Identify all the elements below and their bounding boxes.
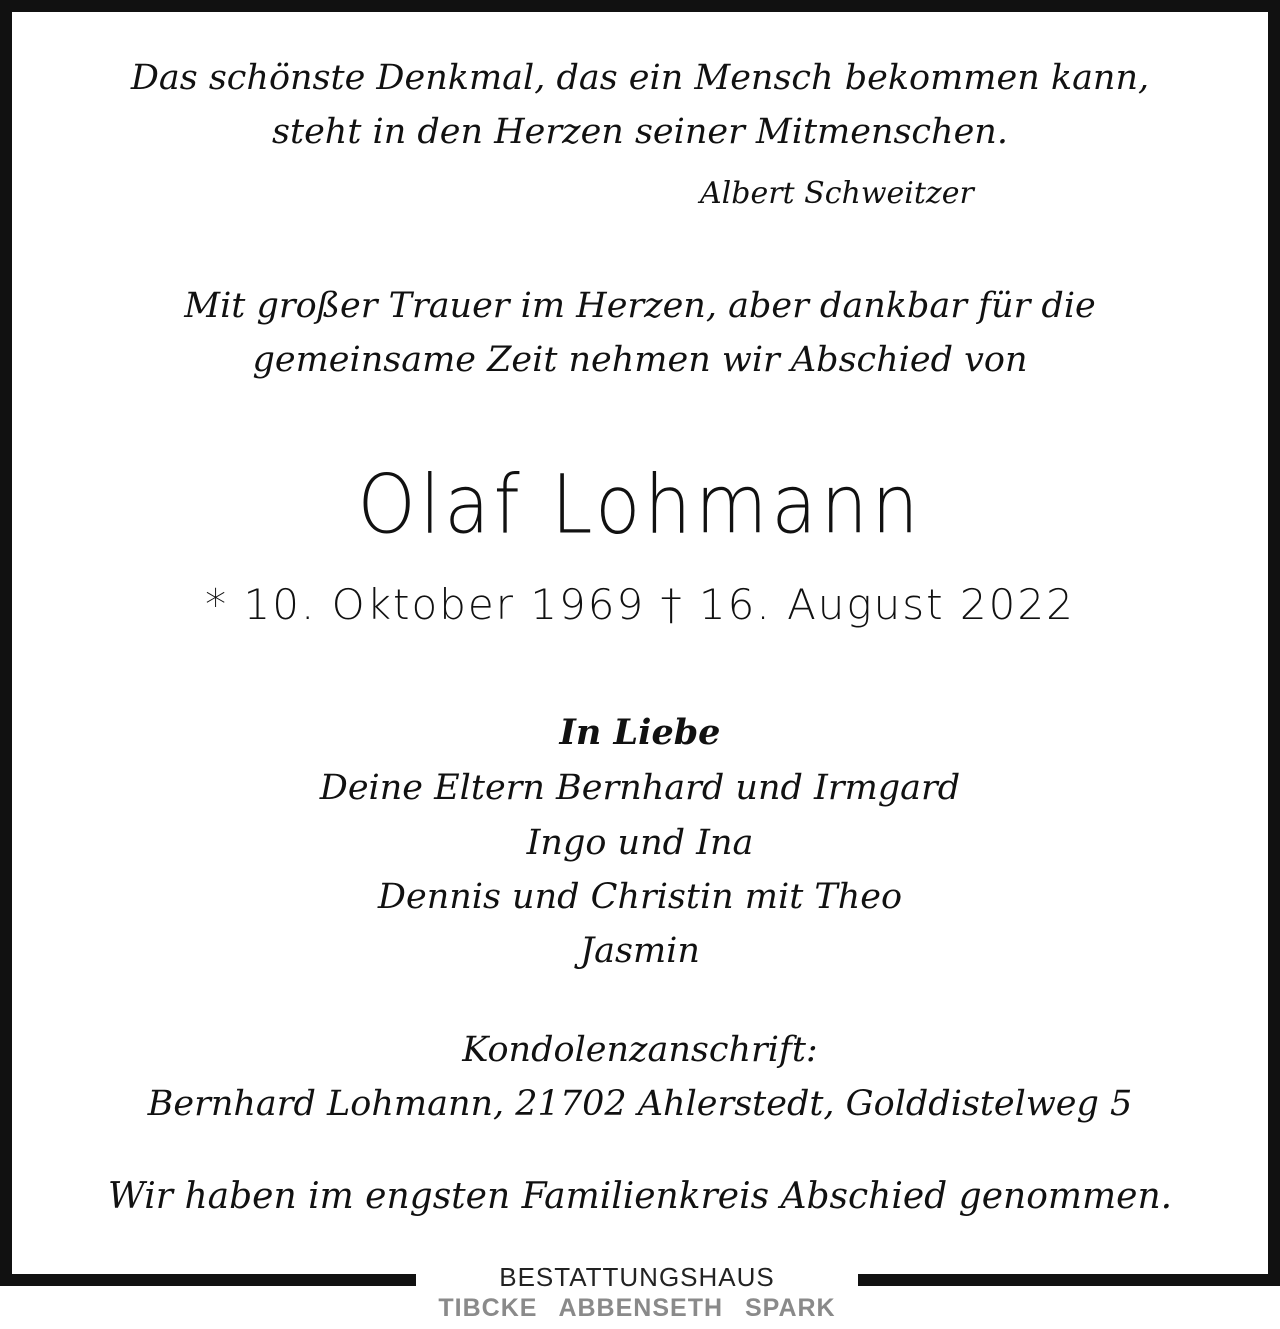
intro-line-2: gemeinsame Zeit nehmen wir Abschied von <box>252 340 1028 380</box>
funeral-home-logo <box>416 1256 858 1329</box>
intro-line-1: Mit großer Trauer im Herzen, aber dankbar für die <box>184 286 1096 326</box>
closing-note: Wir haben im engsten Familienkreis Abschied genommen. <box>107 1176 1173 1217</box>
funeral-home-locations: TIBCKE ABBENSETH SPARK <box>438 1294 836 1322</box>
border-bottom-right <box>858 1274 1280 1286</box>
condolence-label: Kondolenzanschrift: <box>462 1030 818 1070</box>
quote-line-2: steht in den Herzen seiner Mitmenschen. <box>272 112 1008 152</box>
quote-author: Albert Schweitzer <box>700 176 974 211</box>
quote-line-1: Das schönste Denkmal, das ein Mensch bekommen kann, <box>130 58 1150 98</box>
funeral-home-name: BESTATTUNGSHAUS <box>499 1262 775 1292</box>
border-bottom-left <box>0 1274 416 1286</box>
condolence-address: Bernhard Lohmann, 21702 Ahlerstedt, Golddistelweg 5 <box>147 1084 1133 1124</box>
mourner-line: Deine Eltern Bernhard und Irmgard <box>319 768 961 808</box>
border-top <box>0 0 1280 12</box>
deceased-name: Olaf Lohmann <box>357 457 923 553</box>
mourner-line: Ingo und Ina <box>526 823 754 863</box>
life-dates: * 10. Oktober 1969 † 16. August 2022 <box>205 580 1075 629</box>
mourners-heading: In Liebe <box>559 712 721 753</box>
mourner-line: Dennis und Christin mit Theo <box>377 877 903 917</box>
mourner-line: Jasmin <box>580 931 700 971</box>
